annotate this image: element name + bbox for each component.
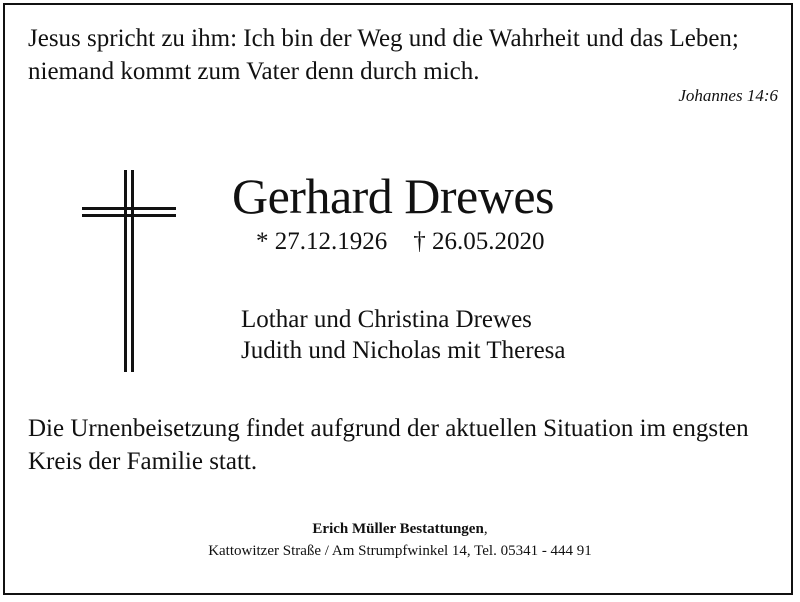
undertaker-separator: , <box>483 521 488 537</box>
burial-notice <box>28 412 778 478</box>
undertaker-name: Erich Müller Bestattungen <box>312 521 484 537</box>
undertaker-heading <box>0 518 800 540</box>
notice-line-1: Die Urnenbeisetzung findet aufgrund der aktuellen Situation im engsten <box>28 415 749 442</box>
cross-icon <box>82 170 176 372</box>
undertaker-info <box>0 518 800 562</box>
life-dates <box>256 226 545 258</box>
notice-line-2: Kreis der Familie statt. <box>28 448 258 475</box>
bible-verse <box>28 22 773 88</box>
birth-date: * 27.12.1926 <box>256 228 388 255</box>
mourner-line: Judith und Nicholas mit Theresa <box>241 337 566 364</box>
mourner-line: Lothar und Christina Drewes <box>241 306 532 333</box>
mourners-list <box>241 304 566 366</box>
verse-line-1: Jesus spricht zu ihm: Ich bin der Weg und die Wahrheit und das Leben; <box>28 25 739 52</box>
deceased-name: Gerhard Drewes <box>232 168 555 224</box>
undertaker-address: Kattowitzer Straße / Am Strumpfwinkel 14, Tel. 05341 - 444 91 <box>208 543 592 559</box>
death-date: † 26.05.2020 <box>413 228 545 255</box>
verse-reference: Johannes 14:6 <box>678 86 778 105</box>
verse-line-2: niemand kommt zum Vater denn durch mich. <box>28 58 480 85</box>
